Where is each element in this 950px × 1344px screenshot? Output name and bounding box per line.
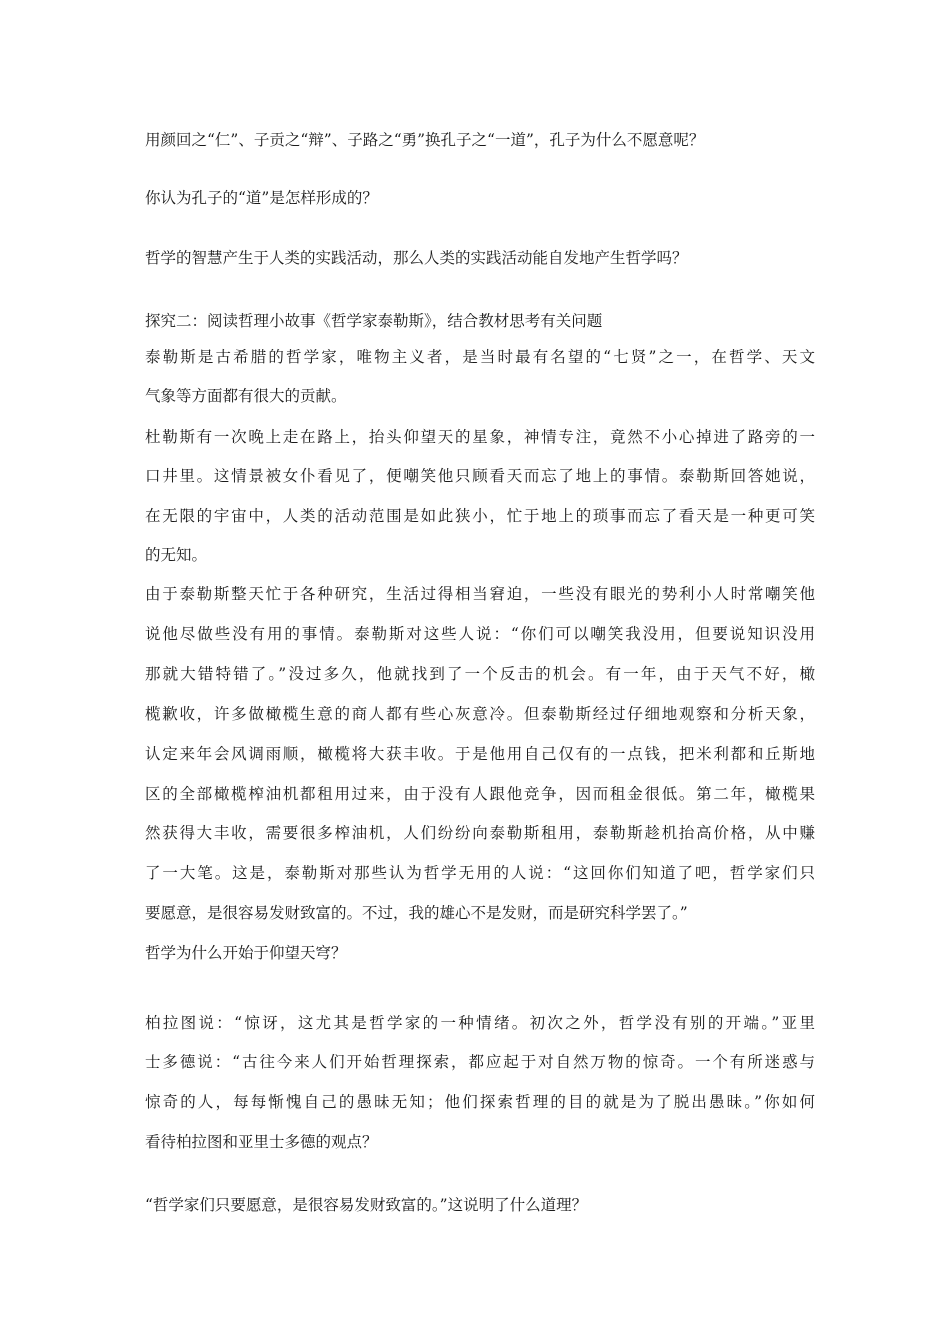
- paragraph-line: 区的全部橄榄榨油机都租用过来，由于没有人跟他竞争，因而租金很低。第二年，橄榄果: [145, 785, 815, 803]
- paragraph-line: 然获得大丰收，需要很多榨油机，人们纷纷向泰勒斯租用，泰勒斯趁机抬高价格，从中赚: [145, 824, 815, 842]
- paragraph-line: 榄歉收，许多做橄榄生意的商人都有些心灰意冷。但泰勒斯经过仔细地观察和分析天象，: [145, 705, 815, 723]
- paragraph-line: 了一大笔。这是，泰勒斯对那些认为哲学无用的人说：“这回你们知道了吧，哲学家们只: [145, 864, 815, 882]
- question-5: “哲学家们只要愿意，是很容易发财致富的。”这说明了什么道理？: [145, 1196, 588, 1214]
- paragraph-line: 由于泰勒斯整天忙于各种研究，生活过得相当窘迫，一些没有眼光的势利小人时常嘲笑他: [145, 585, 815, 603]
- paragraph-line: 说他尽做些没有用的事情。泰勒斯对这些人说：“你们可以嘲笑我没用，但要说知识没用: [145, 625, 815, 643]
- question-4: 哲学为什么开始于仰望天穹？: [145, 944, 347, 962]
- paragraph-line: 杜勒斯有一次晚上走在路上，抬头仰望天的星象，神情专注，竟然不小心掉进了路旁的一: [145, 428, 815, 446]
- question-2: 你认为孔子的“道”是怎样形成的？: [145, 189, 378, 207]
- question-1: 用颜回之“仁”、子贡之“辩”、子路之“勇”换孔子之“一道”，孔子为什么不愿意呢？: [145, 131, 705, 149]
- question-3: 哲学的智慧产生于人类的实践活动，那么人类的实践活动能自发地产生哲学吗？: [145, 249, 688, 267]
- paragraph-line: 那就大错特错了。”没过多久，他就找到了一个反击的机会。有一年，由于天气不好，橄: [145, 665, 815, 683]
- paragraph-line: 口井里。这情景被女仆看见了，便嘲笑他只顾看天而忘了地上的事情。泰勒斯回答她说，: [145, 467, 815, 485]
- paragraph-line: 要愿意，是很容易发财致富的。不过，我的雄心不是发财，而是研究科学罢了。”: [145, 904, 688, 922]
- paragraph-line: 气象等方面都有很大的贡献。: [145, 387, 347, 405]
- paragraph-line: 看待柏拉图和亚里士多德的观点？: [145, 1133, 378, 1151]
- section-2-heading: 探究二：阅读哲理小故事《哲学家泰勒斯》，结合教材思考有关问题: [145, 312, 603, 330]
- paragraph-line: 惊奇的人，每每惭愧自己的愚昧无知；他们探索哲理的目的就是为了脱出愚昧。”你如何: [145, 1093, 815, 1111]
- paragraph-line: 认定来年会风调雨顺，橄榄将大获丰收。于是他用自己仅有的一点钱，把米利都和丘斯地: [145, 745, 815, 763]
- paragraph-line: 士多德说：“古往今来人们开始哲理探索，都应起于对自然万物的惊奇。一个有所迷惑与: [145, 1053, 815, 1071]
- paragraph-line: 柏拉图说：“惊讶，这尤其是哲学家的一种情绪。初次之外，哲学没有别的开端。”亚里: [145, 1014, 815, 1032]
- paragraph-line: 在无限的宇宙中，人类的活动范围是如此狭小，忙于地上的琐事而忘了看天是一种更可笑: [145, 507, 815, 525]
- paragraph-line: 的无知。: [145, 546, 208, 564]
- paragraph-line: 泰勒斯是古希腊的哲学家，唯物主义者，是当时最有名望的“七贤”之一，在哲学、天文: [145, 348, 815, 366]
